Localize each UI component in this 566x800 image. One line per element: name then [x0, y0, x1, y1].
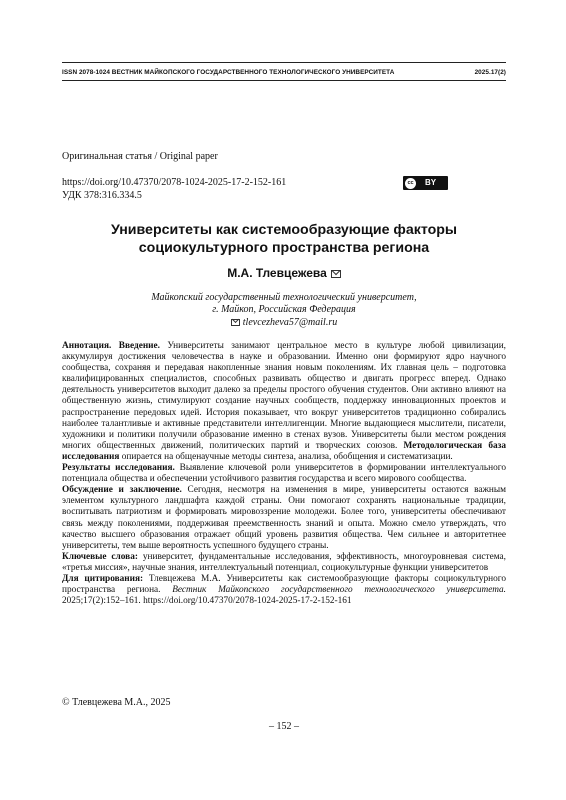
title-line-1: Университеты как системообразующие факторы [110, 222, 458, 238]
methods-text: опирается на общенаучные методы синтеза, анализа, обобщения и систематизации. [119, 451, 453, 462]
keywords-text: университет, фундаментальные исследования, эффективность, многоуровневая система, «третья миссия», научные знания, интеллектуальный потенциал, социокультурные функции университетов [62, 551, 506, 573]
abstract-label: Аннотация. Введение. [62, 341, 160, 351]
discussion-paragraph [62, 485, 506, 552]
cc-icon: cc [405, 178, 416, 189]
results-paragraph [62, 463, 506, 485]
citation-journal: Вестник Майкопского государственного технологического университета. [172, 585, 506, 596]
discussion-text: Сегодня, несмотря на изменения в мире, университеты остаются важным элементом культурного ландшафта каждой страны. Они помогают сохранять национальные традиции, воспитывать патриотизм и формировать мировоззрение молодежи. Более того, университеты обеспечивают связь между поколениями, поддерживая преемственность знаний и опыта. Можно смело утверждать, что качество высшего образования отражает общий уровень развития общества. Чем сильнее и авторитетнее университеты, тем выше вероятность успешного будущего страны. [62, 485, 506, 551]
mail-icon [231, 319, 240, 326]
citation-label: Для цитирования: [62, 573, 144, 584]
copyright: © Тлевцежева М.А., 2025 [62, 697, 171, 708]
citation-text-2: 2025;17(2):152–161. https://doi.org/10.47370/2078-1024-2025-17-2-152-161 [62, 596, 352, 607]
affiliation-city: г. Майкоп, Российская Федерация [212, 304, 356, 316]
udc-code: УДК 378:316.334.5 [62, 189, 142, 201]
journal-issue: 2025.17(2) [474, 69, 506, 76]
journal-header-title: ISSN 2078-1024 ВЕСТНИК МАЙКОПСКОГО ГОСУДАРСТВЕННОГО ТЕХНОЛОГИЧЕСКОГО УНИВЕРСИТЕТА [62, 69, 395, 76]
methods-label: Методологическая база исследования [62, 440, 506, 462]
journal-header [62, 69, 506, 76]
results-text: Выявление ключевой роли университетов в формировании интеллектуального потенциала общества и обеспечении устойчивого развития государства и всего мирового сообщества. [62, 463, 506, 485]
citation-paragraph [62, 574, 506, 607]
cc-by-license-badge[interactable] [403, 176, 448, 190]
doi-link[interactable]: https://doi.org/10.47370/2078-1024-2025-17-2-152-161 [62, 177, 287, 188]
author-name: М.А. Тлевцежева [227, 266, 327, 280]
affiliation-university: Майкопский государственный технологический университет, [151, 292, 417, 303]
author-email[interactable]: tlevcezheva57@mail.ru [242, 316, 338, 328]
header-top-rule [62, 62, 506, 63]
article-type: Оригинальная статья / Original paper [62, 151, 218, 162]
author-line [62, 266, 506, 280]
keywords-paragraph [62, 552, 506, 574]
abstract-block [62, 341, 506, 607]
header-bottom-rule [62, 80, 506, 81]
citation-text-1: Тлевцежева М.А. Университеты как системообразующие факторы социокультурного пространства региона. [62, 573, 507, 596]
article-title [62, 222, 506, 257]
mail-icon[interactable] [331, 270, 341, 278]
title-line-2: социокультурного пространства региона [138, 239, 430, 256]
abstract-intro: Университеты занимают центральное место в культуре любой цивилизации, аккумулируя достижения человечества в науке и образовании. Именно они формируют ядро научного сообщества, сохраняя и передавая накопленные знания новым поколениям. Их главная цель – подготовка квалифицированных специалистов, способных развивать общество и двигать прогресс вперед. Однако деятельность университетов выходит далеко за пределы простого обучения студентов. Они активно влияют на общественную жизнь, стимулируют создание научных сообществ, поддержку инновационных проектов и распространение передовых идей. История показывает, что вокруг университетов традиционно собирались наиболее талантливые и активные представители интеллигенции. Многие выдающиеся мыслители, писатели, художники и политики получили образование именно в стенах вузов. Университеты были местом рождения многих общественных движений, политических партий и творческих союзов. [62, 341, 506, 451]
page-number: – 152 – [269, 721, 299, 732]
cc-by-label: BY [425, 178, 437, 187]
keywords-label: Ключевые слова: [62, 551, 138, 562]
discussion-label: Обсуждение и заключение. [62, 485, 182, 496]
results-label: Результаты исследования. [62, 463, 175, 474]
abstract-paragraph [62, 341, 506, 463]
doi-block [62, 177, 286, 202]
affiliation [62, 292, 506, 329]
affiliation-email-line [62, 317, 506, 329]
